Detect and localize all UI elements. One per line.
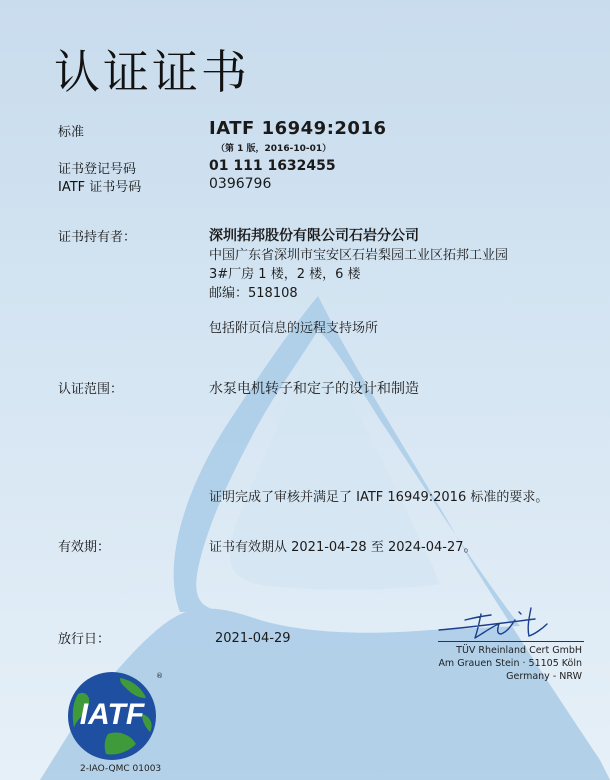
standard-label: 标准 [58, 125, 85, 140]
conformity-statement: 证明完成了审核并满足了 IATF 16949:2016 标准的要求。 [209, 490, 549, 505]
standard-value: IATF 16949:2016 [209, 118, 387, 139]
holder-address-line1: 中国广东省深圳市宝安区石岩梨园工业区拓邦工业园 [209, 248, 509, 263]
issuer-address: Am Grauen Stein · 51105 Köln [438, 658, 582, 669]
issuer-region: Germany - NRW [506, 671, 582, 682]
certificate-number-label: IATF 证书号码 [58, 180, 142, 195]
scope-label: 认证范围： [58, 382, 124, 397]
standard-edition: （第 1 版，2016-10-01） [216, 144, 332, 154]
holder-address-line2: 3#厂房 1 楼，2 楼，6 楼 [209, 267, 361, 282]
issue-date: 2021-04-29 [215, 631, 291, 646]
registration-label: 证书登记号码 [58, 162, 137, 177]
validity-value: 证书有效期从 2021-04-28 至 2024-04-27。 [209, 540, 477, 555]
validity-label: 有效期： [58, 540, 111, 555]
holder-label: 证书持有者： [58, 230, 137, 245]
signature [435, 604, 585, 642]
certificate-number: 0396796 [209, 176, 272, 192]
holder-postcode: 邮编：518108 [209, 286, 298, 301]
footer-code: 2-IAO-QMC 01003 [80, 764, 162, 774]
issuer-name: TÜV Rheinland Cert GmbH [456, 645, 582, 656]
iatf-logo [58, 664, 166, 764]
logo-text: IATF [79, 698, 145, 731]
holder-name: 深圳拓邦股份有限公司石岩分公司 [209, 228, 419, 244]
scope-value: 水泵电机转子和定子的设计和制造 [209, 381, 419, 397]
certificate-title: 认证证书 [54, 45, 250, 99]
holder-remote-sites: 包括附页信息的远程支持场所 [209, 321, 379, 336]
logo-registered-mark: ® [156, 672, 163, 680]
registration-number: 01 111 1632455 [209, 158, 336, 174]
signature-line [438, 641, 584, 642]
issue-label: 放行日： [58, 632, 111, 647]
